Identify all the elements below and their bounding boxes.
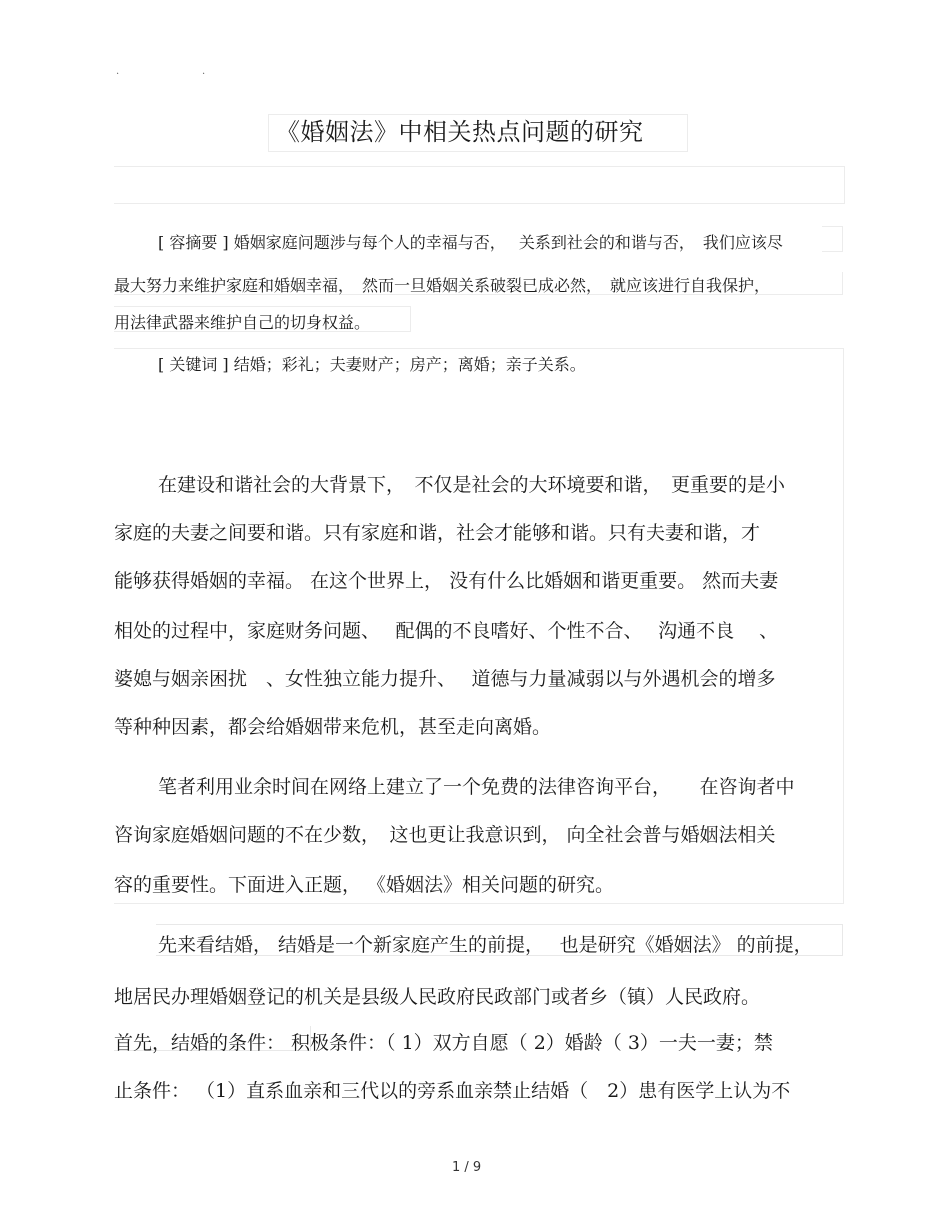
header-dot: .	[116, 66, 120, 77]
paragraph-line: 地居民办理婚姻登记的机关是县级人民政府民政部门或者乡（镇）人民政府。	[114, 986, 761, 1008]
paragraph-line: 婆媳与姻亲困扰 、女性独立能力提升、 道德与力量减弱以与外遇机会的增多	[114, 668, 776, 690]
frame	[822, 226, 843, 252]
paragraph-line: 在建设和谐社会的大背景下， 不仅是社会的大环境要和谐， 更重要的是小	[158, 474, 786, 496]
paragraph-line: 能够获得婚姻的幸福。 在这个世界上， 没有什么比婚姻和谐更重要。 然而夫妻	[114, 570, 779, 592]
paragraph-line: 咨询家庭婚姻问题的不在少数， 这也更让我意识到， 向全社会普与婚姻法相关	[114, 824, 776, 846]
header-dot: .	[202, 66, 206, 77]
paragraph-line: 止条件： （1）直系血亲和三代以的旁系血亲禁止结婚（ 2）患有医学上认为不	[114, 1080, 791, 1102]
paragraph-line: 等种种因素，都会给婚姻带来危机，甚至走向离婚。	[114, 716, 552, 738]
page-number: 1 / 9	[452, 1160, 482, 1175]
blank-frame	[114, 166, 845, 204]
abstract-line: 用法律武器来维护自己的切身权益。	[114, 313, 371, 332]
paragraph-line: 笔者利用业余时间在网络上建立了一个免费的法律咨询平台， 在咨询者中	[158, 776, 795, 798]
paragraph-line: 先来看结婚， 结婚是一个新家庭产生的前提， 也是研究《婚姻法》 的前提，	[158, 934, 813, 956]
abstract-line: 最大努力来维护家庭和婚姻幸福， 然而一旦婚姻关系破裂已成必然， 就应该进行自我保护，	[114, 276, 771, 295]
paragraph-line: 容的重要性。下面进入正题， 《婚姻法》相关问题的研究。	[114, 874, 615, 896]
paragraph-line: 家庭的夫妻之间要和谐。只有家庭和谐，社会才能够和谐。只有夫妻和谐，才	[114, 522, 761, 544]
paragraph-line: 相处的过程中，家庭财务问题、 配偶的不良嗜好、个性不合、 沟通不良 、	[114, 620, 779, 642]
abstract-line: [ 容摘要 ] 婚姻家庭问题涉与每个人的幸福与否， 关系到社会的和谐与否， 我们应该尽	[158, 233, 783, 252]
paragraph-line: 首先，结婚的条件： 积极条件：（ 1）双方自愿（ 2）婚龄（ 3）一夫一妻；禁	[114, 1032, 773, 1054]
page-title: 《婚姻法》中相关热点问题的研究	[276, 118, 644, 146]
keywords: [ 关键词 ] 结婚；彩礼；夫妻财产；房产；离婚；亲子关系。	[158, 355, 586, 374]
